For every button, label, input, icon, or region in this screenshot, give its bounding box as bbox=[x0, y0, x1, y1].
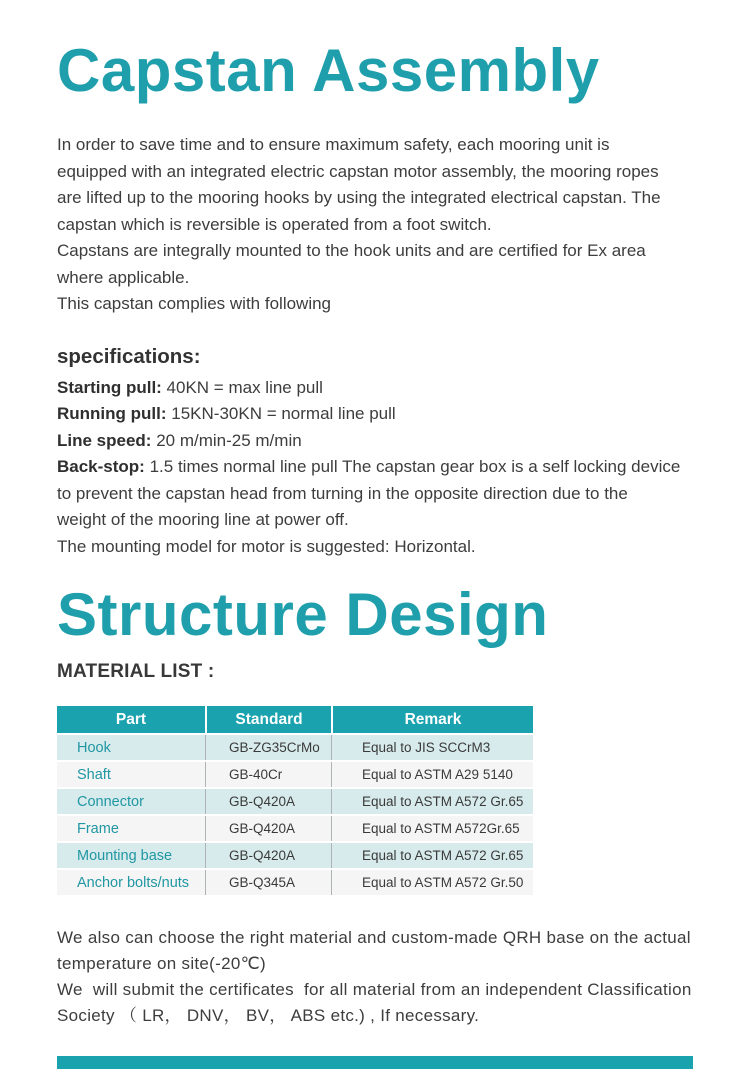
spec-line bbox=[57, 507, 693, 534]
footer-line: We also can choose the right material and custom-made QRH base on the actual bbox=[57, 928, 691, 947]
intro-line: where applicable. bbox=[57, 267, 190, 287]
cell-part: Anchor bolts/nuts bbox=[77, 874, 190, 891]
material-table-header bbox=[57, 706, 533, 733]
cell-remark: Equal to ASTM A572 Gr.65 bbox=[331, 789, 533, 814]
spec-line bbox=[57, 454, 693, 481]
content-column bbox=[0, 36, 750, 1029]
column-header: Standard bbox=[205, 706, 331, 733]
spec-line bbox=[57, 428, 693, 455]
spec-value: 15KN-30KN = normal line pull bbox=[166, 404, 396, 423]
spec-value: weight of the mooring line at power off. bbox=[57, 510, 349, 529]
spec-label: Line speed: bbox=[57, 430, 152, 450]
cell-standard: GB-ZG35CrMo bbox=[205, 735, 331, 760]
spec-value: 20 m/min-25 m/min bbox=[151, 430, 302, 450]
cell-remark: Equal to ASTM A572 Gr.65 bbox=[331, 843, 533, 868]
cell-part: Shaft bbox=[77, 766, 111, 783]
spec-label: Starting pull: bbox=[57, 377, 162, 397]
footer-line: We will submit the certificates for all material from an independent Classification bbox=[57, 980, 692, 999]
intro-line: This capstan complies with following bbox=[57, 294, 332, 313]
intro-line: capstan which is reversible is operated from a foot switch. bbox=[57, 214, 492, 234]
column-header: Part bbox=[115, 710, 147, 728]
table-row bbox=[57, 843, 533, 868]
spec-value: 40KN = max line pull bbox=[161, 377, 323, 397]
cell-remark: Equal to ASTM A29 5140 bbox=[331, 762, 533, 787]
material-table bbox=[57, 706, 533, 895]
cell-part: Mounting base bbox=[77, 847, 173, 864]
spec-value: The mounting model for motor is suggested: Horizontal. bbox=[57, 536, 476, 556]
spec-label: Running pull: bbox=[57, 404, 167, 423]
specifications-list bbox=[57, 375, 693, 561]
cell-standard: GB-Q420A bbox=[205, 843, 331, 868]
table-row bbox=[57, 735, 533, 760]
footer-line: Society （ LR， DNV， BV， ABS etc.) , If necessary. bbox=[57, 1006, 480, 1025]
cell-standard: GB-Q420A bbox=[205, 816, 331, 841]
bottom-accent-bar bbox=[57, 1056, 693, 1069]
page-title: Capstan Assembly bbox=[57, 37, 600, 104]
intro-line: are lifted up to the mooring hooks by using the integrated electrical capstan. The bbox=[57, 188, 661, 207]
cell-standard: GB-Q345A bbox=[205, 870, 331, 895]
cell-part: Frame bbox=[77, 820, 119, 837]
cell-standard: GB-40Cr bbox=[205, 762, 331, 787]
spec-value: to prevent the capstan head from turning in the opposite direction due to the bbox=[57, 483, 628, 503]
table-row bbox=[57, 816, 533, 841]
spec-line bbox=[57, 534, 693, 561]
footer-paragraph bbox=[57, 925, 693, 1029]
material-table-body bbox=[57, 735, 533, 895]
spec-value: 1.5 times normal line pull The capstan gear box is a self locking device bbox=[144, 457, 681, 476]
intro-line: Capstans are integrally mounted to the hook units and are certified for Ex area bbox=[57, 241, 646, 260]
cell-standard: GB-Q420A bbox=[205, 789, 331, 814]
intro-paragraph bbox=[57, 132, 693, 318]
table-row bbox=[57, 789, 533, 814]
table-row bbox=[57, 870, 533, 895]
spec-line bbox=[57, 481, 693, 508]
cell-part: Connector bbox=[77, 793, 144, 810]
intro-line: equipped with an integrated electric capstan motor assembly, the mooring ropes bbox=[57, 161, 659, 181]
spec-line bbox=[57, 375, 693, 402]
footer-line: temperature on site(-20℃) bbox=[57, 954, 266, 973]
spec-label: Back-stop: bbox=[57, 457, 145, 476]
specifications-heading: specifications: bbox=[57, 344, 201, 368]
section-title: Structure Design bbox=[57, 581, 549, 648]
table-row bbox=[57, 762, 533, 787]
column-header: Remark bbox=[331, 706, 533, 733]
cell-part: Hook bbox=[77, 739, 111, 756]
material-list-label: MATERIAL LIST : bbox=[57, 661, 215, 682]
spec-line bbox=[57, 401, 693, 428]
cell-remark: Equal to ASTM A572 Gr.50 bbox=[331, 870, 533, 895]
intro-line: In order to save time and to ensure maximum safety, each mooring unit is bbox=[57, 135, 610, 154]
cell-remark: Equal to JIS SCCrM3 bbox=[331, 735, 533, 760]
cell-remark: Equal to ASTM A572Gr.65 bbox=[331, 816, 533, 841]
